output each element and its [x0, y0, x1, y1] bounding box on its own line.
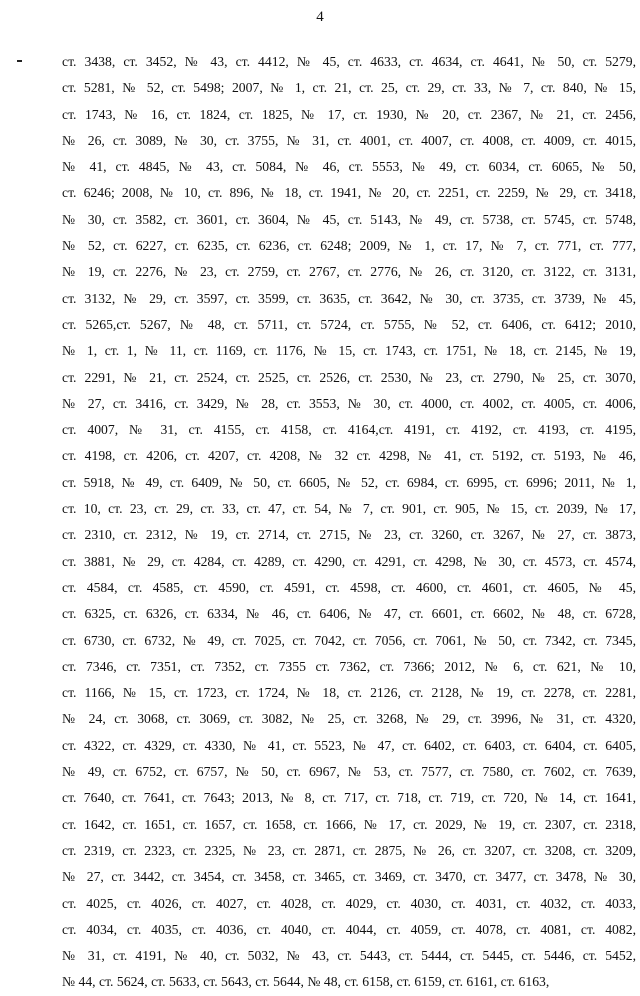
text-line: № 24, ст. 3068, ст. 3069, ст. 3082, № 25, ст. 3268, № 29, ст. 3996, № 31, ст. 4320,	[62, 711, 636, 727]
text-line: № 27, ст. 3442, ст. 3454, ст. 3458, ст. 3465, ст. 3469, ст. 3470, ст. 3477, ст. 3478, № 30,	[62, 869, 636, 885]
text-line: № 44, ст. 5624, ст. 5633, ст. 5643, ст. 5644, № 48, ст. 6158, ст. 6159, ст. 6161, ст. 6163,	[62, 974, 550, 990]
text-line: № 49, ст. 6752, ст. 6757, № 50, ст. 6967, № 53, ст. 7577, ст. 7580, ст. 7602, ст. 7639,	[62, 764, 636, 780]
text-line: ст. 1166, № 15, ст. 1723, ст. 1724, № 18, ст. 2126, ст. 2128, № 19, ст. 2278, ст. 2281,	[62, 685, 636, 701]
text-line: ст. 10, ст. 23, ст. 29, ст. 33, ст. 47, ст. 54, № 7, ст. 901, ст. 905, № 15, ст. 2039, № 17,	[62, 501, 636, 517]
text-line: № 30, ст. 3582, ст. 3601, ст. 3604, № 45, ст. 5143, № 49, ст. 5738, ст. 5745, ст. 5748,	[62, 211, 636, 227]
text-line: ст. 3132, № 29, ст. 3597, ст. 3599, ст. 3635, ст. 3642, № 30, ст. 3735, ст. 3739, № 45,	[62, 290, 636, 306]
text-line: ст. 7640, ст. 7641, ст. 7643; 2013, № 8, ст. 717, ст. 718, ст. 719, ст. 720, № 14, ст. 1641,	[62, 790, 636, 806]
text-line: ст. 4034, ст. 4035, ст. 4036, ст. 4040, ст. 4044, ст. 4059, ст. 4078, ст. 4081, ст. 4082,	[62, 921, 636, 937]
text-line: ст. 5918, № 49, ст. 6409, № 50, ст. 6605, № 52, ст. 6984, ст. 6995, ст. 6996; 2011, № 1,	[62, 474, 636, 490]
text-line: ст. 5281, № 52, ст. 5498; 2007, № 1, ст. 21, ст. 25, ст. 29, ст. 33, № 7, ст. 840, № 15,	[62, 80, 636, 96]
text-line: ст. 4322, ст. 4329, ст. 4330, № 41, ст. 5523, № 47, ст. 6402, ст. 6403, ст. 6404, ст. 6405,	[62, 737, 636, 753]
text-line: ст. 4584, ст. 4585, ст. 4590, ст. 4591, ст. 4598, ст. 4600, ст. 4601, ст. 4605, № 45,	[62, 579, 636, 595]
text-line: № 1, ст. 1, № 11, ст. 1169, ст. 1176, № 15, ст. 1743, ст. 1751, № 18, ст. 2145, № 19,	[62, 343, 636, 359]
text-line: ст. 4025, ст. 4026, ст. 4027, ст. 4028, ст. 4029, ст. 4030, ст. 4031, ст. 4032, ст. 4033,	[62, 895, 636, 911]
text-line: № 27, ст. 3416, ст. 3429, № 28, ст. 3553, № 30, ст. 4000, ст. 4002, ст. 4005, ст. 4006,	[62, 395, 636, 411]
text-line: ст. 3881, № 29, ст. 4284, ст. 4289, ст. 4290, ст. 4291, ст. 4298, № 30, ст. 4573, ст. 4574,	[62, 553, 636, 569]
text-line: № 31, ст. 4191, № 40, ст. 5032, № 43, ст. 5443, ст. 5444, ст. 5445, ст. 5446, ст. 5452,	[62, 948, 636, 964]
text-line: № 19, ст. 2276, № 23, ст. 2759, ст. 2767, ст. 2776, № 26, ст. 3120, ст. 3122, ст. 3131,	[62, 264, 636, 280]
text-line: ст. 4198, ст. 4206, ст. 4207, ст. 4208, № 32 ст. 4298, № 41, ст. 5192, ст. 5193, № 46,	[62, 448, 636, 464]
text-line: ст. 6325, ст. 6326, ст. 6334, № 46, ст. 6406, № 47, ст. 6601, ст. 6602, № 48, ст. 6728,	[62, 606, 636, 622]
text-line: ст. 1743, № 16, ст. 1824, ст. 1825, № 17, ст. 1930, № 20, ст. 2367, № 21, ст. 2456,	[62, 106, 636, 122]
text-line: ст. 3438, ст. 3452, № 43, ст. 4412, № 45, ст. 4633, ст. 4634, ст. 4641, № 50, ст. 5279,	[62, 54, 636, 69]
text-line: ст. 1642, ст. 1651, ст. 1657, ст. 1658, ст. 1666, № 17, ст. 2029, № 19, ст. 2307, ст. 2318,	[62, 816, 636, 832]
text-line: ст. 2291, № 21, ст. 2524, ст. 2525, ст. 2526, ст. 2530, № 23, ст. 2790, № 25, ст. 3070,	[62, 369, 636, 385]
text-line: ст. 5265,ст. 5267, № 48, ст. 5711, ст. 5724, ст. 5755, № 52, ст. 6406, ст. 6412; 2010,	[62, 316, 636, 332]
text-line: ст. 6730, ст. 6732, № 49, ст. 7025, ст. 7042, ст. 7056, ст. 7061, № 50, ст. 7342, ст. 7345,	[62, 632, 636, 648]
margin-mark	[17, 60, 22, 62]
text-line: ст. 4007, № 31, ст. 4155, ст. 4158, ст. 4164,ст. 4191, ст. 4192, ст. 4193, ст. 4195,	[62, 422, 636, 438]
text-line: № 26, ст. 3089, № 30, ст. 3755, № 31, ст. 4001, ст. 4007, ст. 4008, ст. 4009, ст. 4015,	[62, 132, 636, 148]
text-line: ст. 2310, ст. 2312, № 19, ст. 2714, ст. 2715, № 23, ст. 3260, ст. 3267, № 27, ст. 3873,	[62, 527, 636, 543]
text-line: ст. 6246; 2008, № 10, ст. 896, № 18, ст. 1941, № 20, ст. 2251, ст. 2259, № 29, ст. 3418,	[62, 185, 636, 201]
body-text	[62, 49, 636, 996]
text-line: ст. 7346, ст. 7351, ст. 7352, ст. 7355 ст. 7362, ст. 7366; 2012, № 6, ст. 621, № 10,	[62, 658, 636, 674]
text-line: № 52, ст. 6227, ст. 6235, ст. 6236, ст. 6248; 2009, № 1, ст. 17, № 7, ст. 771, ст. 777,	[62, 238, 636, 254]
text-line: ст. 2319, ст. 2323, ст. 2325, № 23, ст. 2871, ст. 2875, № 26, ст. 3207, ст. 3208, ст. 3209,	[62, 842, 636, 858]
text-line: № 41, ст. 4845, № 43, ст. 5084, № 46, ст. 5553, № 49, ст. 6034, ст. 6065, № 50,	[62, 159, 636, 175]
page-number: 4	[316, 9, 324, 25]
